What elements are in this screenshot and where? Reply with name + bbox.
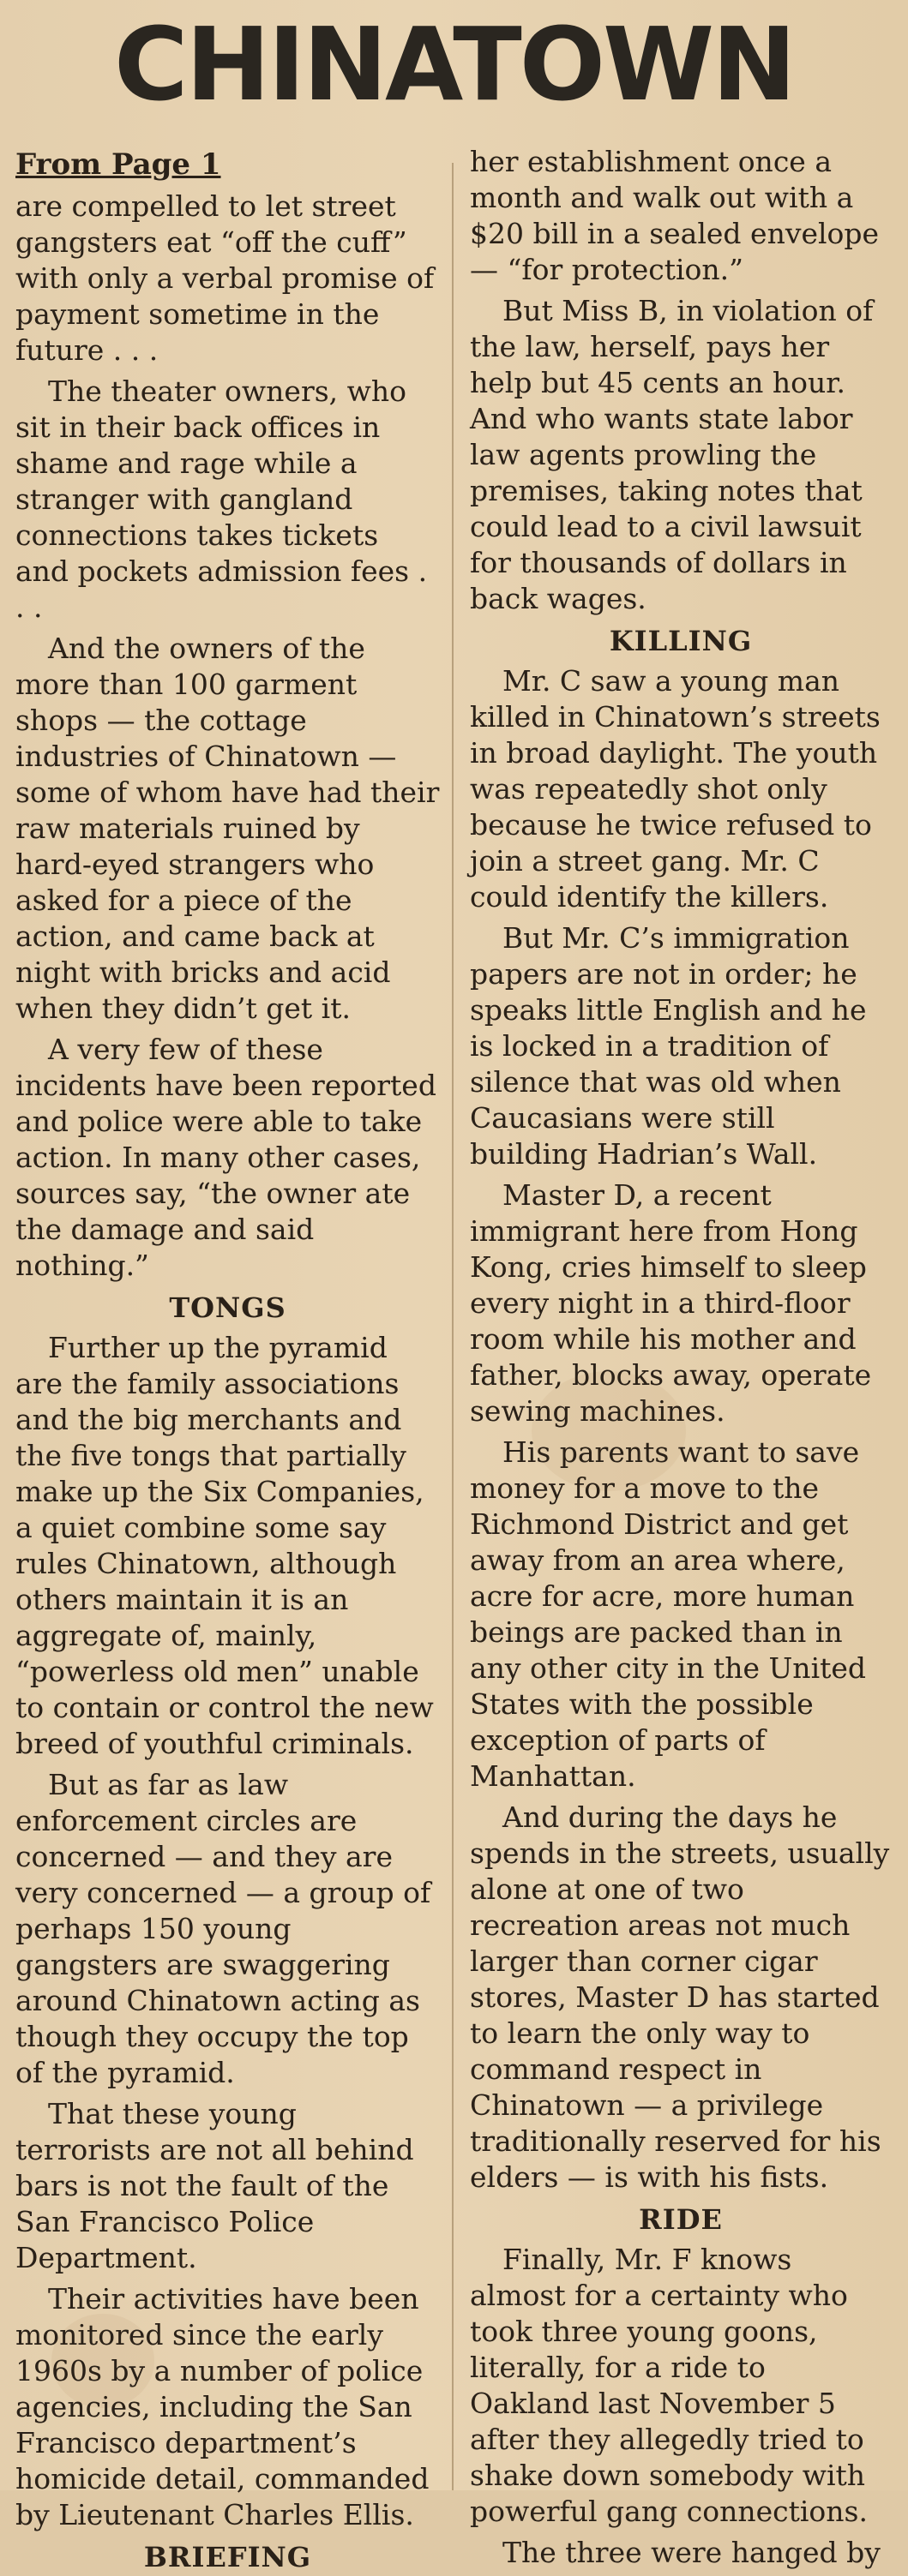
article-paragraph: A very few of these incidents have been reported and police were able to take action. In many other cases, sources say, “the owner ate the damage and said nothing.” — [15, 1033, 436, 1282]
right-column-body — [470, 144, 892, 2571]
article-paragraph: her establishment once a month and walk out with a $20 bill in a sealed envelope — “for protection.” — [470, 145, 880, 286]
article-paragraph: But as far as law enforcement circles are concerned — and they are very concerned — a group of perhaps 150 young gangsters are swaggering around Chinatown acting as though they occupy the top of the pyramid. — [15, 1768, 431, 2089]
column-divider — [452, 163, 454, 2490]
article-paragraph: His parents want to save money for a move to the Richmond District and get away from an area where, acre for acre, more human beings are packed than in any other city in the United States with the possible exception of parts of Manhattan. — [470, 1435, 867, 1793]
article-paragraph: Further up the pyramid are the family associations and the big merchants and the five tongs that partially make up the Six Companies, a quiet combine some say rules Chinatown, although others maintain it is an aggregate of, mainly, “powerless old men” unable to contain or control the new breed of youthful criminals. — [15, 1331, 434, 1760]
left-column — [15, 144, 440, 2573]
article-paragraph: Mr. C saw a young man killed in Chinatown’s streets in broad daylight. The youth was repeatedly shot only because he twice refused to join a street gang. Mr. C could identify the killers. — [470, 664, 881, 914]
section-subhead: BRIEFING — [143, 2541, 312, 2573]
article-paragraph: The three were hanged by — [502, 2536, 881, 2569]
from-page-label: From Page 1 — [15, 147, 221, 182]
headline: CHINATOWN — [114, 5, 794, 123]
article-paragraph: Their activities have been monitored since the early 1960s by a number of police agencies, including the San Francisco department’s homicide detail, commanded by Lieutenant Charles Ellis. — [15, 2282, 430, 2531]
section-subhead: KILLING — [609, 625, 753, 657]
article-paragraph: But Miss B, in violation of the law, herself, pays her help but 45 cents an hour. And who wants state labor law agents prowling the premises, taking notes that could lead to a civil lawsuit for thousands of dollars in back wages. — [470, 294, 874, 615]
article-paragraph: But Mr. C’s immigration papers are not in order; he speaks little English and he is locked in a tradition of silence that was old when Caucasians were still building Hadrian’s Wall. — [470, 921, 867, 1171]
article-paragraph: The theater owners, who sit in their back offices in shame and rage while a stranger with gangland connections takes tickets and pockets admission fees . . . — [15, 374, 428, 624]
right-column — [470, 144, 892, 2569]
left-column-body — [15, 189, 440, 2576]
article-paragraph: And the owners of the more than 100 garment shops — the cottage industries of Chinatown — some of whom have had their raw materials ruined by hard-eyed strangers who asked for a piece of the action, and came back at night with bricks and acid when they didn’t get it. — [15, 632, 440, 1025]
article-paragraph: Master D, a recent immigrant here from Hong Kong, cries himself to sleep every night in a third-floor room while his mother and father, blocks away, operate sewing machines. — [470, 1178, 872, 1428]
article-paragraph: Finally, Mr. F knows almost for a certainty who took three young goons, literally, for a ride to Oakland last November 5 after they allegedly tried to shake down somebody with powerful gang connections. — [470, 2243, 868, 2528]
article-paragraph: are compelled to let street gangsters eat “off the cuff” with only a verbal promise of payment sometime in the future . . . — [15, 189, 435, 367]
section-subhead: TONGS — [169, 1291, 286, 1324]
section-subhead: RIDE — [639, 2203, 723, 2236]
article-paragraph: And during the days he spends in the streets, usually alone at one of two recreation areas not much larger than corner cigar stores, Master D has started to learn the only way to command respect in Chinatown — a privilege traditionally reserved for his elders — is with his fists. — [470, 1800, 890, 2194]
article-paragraph: That these young terrorists are not all behind bars is not the fault of the San Francisco Police Department. — [15, 2097, 414, 2274]
